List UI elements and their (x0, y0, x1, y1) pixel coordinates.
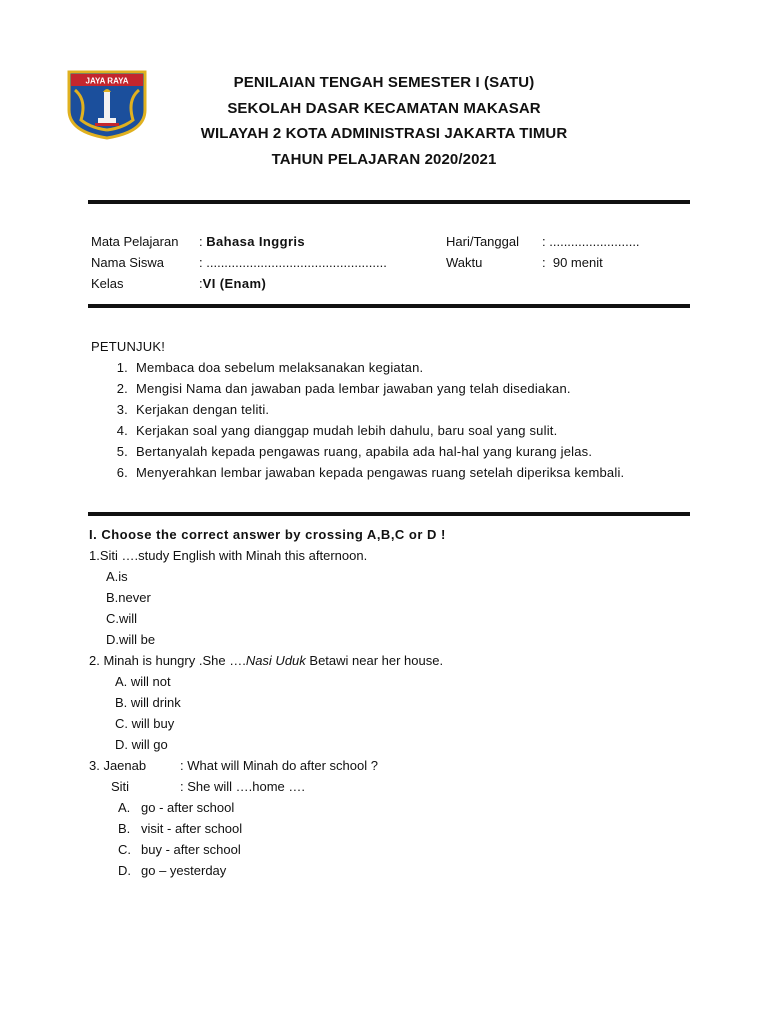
instruction-item: 6. Menyerahkan lembar jawaban kepada pengawas ruang setelah diperiksa kembali. (116, 465, 625, 480)
question-3-option: C. buy - after school (118, 842, 241, 857)
instructions-title: PETUNJUK! (91, 339, 166, 354)
speaker-2: Siti (111, 779, 130, 794)
top-divider (88, 200, 690, 204)
instruction-item: 5. Bertanyalah kepada pengawas ruang, apabila ada hal-hal yang kurang jelas. (116, 444, 593, 459)
student-info-right: Hari/Tanggal : ......................... Waktu : 90 menit (446, 231, 640, 273)
question-1-option: D.will be (106, 632, 156, 647)
question-3-dialog (89, 776, 689, 797)
instruction-item: 1. Membaca doa sebelum melaksanakan kegiatan. (116, 360, 424, 375)
subject-label: Mata Pelajaran (91, 234, 179, 249)
subject-value: Bahasa Inggris (206, 234, 306, 249)
student-info-left: Mata Pelajaran : Bahasa Inggris Nama Siswa : .................................................. Kelas :VI (Enam) (91, 231, 387, 294)
speaker-1: 3. Jaenab (89, 758, 147, 773)
section-instruction: I. Choose the correct answer by crossing A,B,C or D ! (89, 527, 446, 542)
question-3 (89, 755, 689, 776)
instructions-divider (88, 512, 690, 516)
question-2: 2. Minah is hungry .She ….Nasi Uduk Betawi near her house. (89, 653, 444, 668)
instruction-item: 3. Kerjakan dengan teliti. (116, 402, 270, 417)
instructions-block (91, 336, 678, 483)
class-value: VI (Enam) (202, 276, 267, 291)
date-value: ......................... (549, 234, 640, 249)
question-2-option: D. will go (115, 737, 168, 752)
time-value: 90 menit (552, 255, 603, 270)
header-line-1: PENILAIAN TENGAH SEMESTER I (SATU) (233, 74, 535, 91)
name-label: Nama Siswa (91, 255, 164, 270)
info-divider (88, 304, 690, 308)
question-2-option: C. will buy (115, 716, 175, 731)
question-2-option: A. will not (115, 674, 171, 689)
dialog-line-2: : She will ….home …. (180, 779, 305, 794)
question-1-option: B.never (106, 590, 151, 605)
logo-text: JAYA RAYA (85, 76, 129, 86)
question-1: 1.Siti ….study English with Minah this afternoon. (89, 548, 368, 563)
question-2-option: B. will drink (115, 695, 181, 710)
header-line-4: TAHUN PELAJARAN 2020/2021 (271, 150, 497, 168)
name-value: .................................................. (206, 255, 387, 270)
question-3-option: B. visit - after school (118, 821, 243, 836)
question-3-option: A. go - after school (118, 800, 235, 815)
time-label: Waktu (446, 255, 483, 270)
instruction-item: 4. Kerjakan soal yang dianggap mudah lebih dahulu, baru soal yang sulit. (116, 423, 558, 438)
document-header (0, 70, 768, 172)
question-3-option: D. go – yesterday (118, 863, 227, 878)
question-1-option: A.is (106, 569, 128, 584)
instruction-item: 2. Mengisi Nama dan jawaban pada lembar jawaban yang telah disediakan. (116, 381, 571, 396)
class-label: Kelas (91, 276, 124, 291)
question-1-option: C.will (106, 611, 138, 626)
dialog-line-1: : What will Minah do after school ? (180, 758, 378, 773)
date-label: Hari/Tanggal (446, 234, 519, 249)
section-multiple-choice (89, 524, 689, 881)
header-line-3: WILAYAH 2 KOTA ADMINISTRASI JAKARTA TIMUR (200, 125, 568, 142)
header-line-2: SEKOLAH DASAR KECAMATAN MAKASAR (227, 99, 541, 117)
